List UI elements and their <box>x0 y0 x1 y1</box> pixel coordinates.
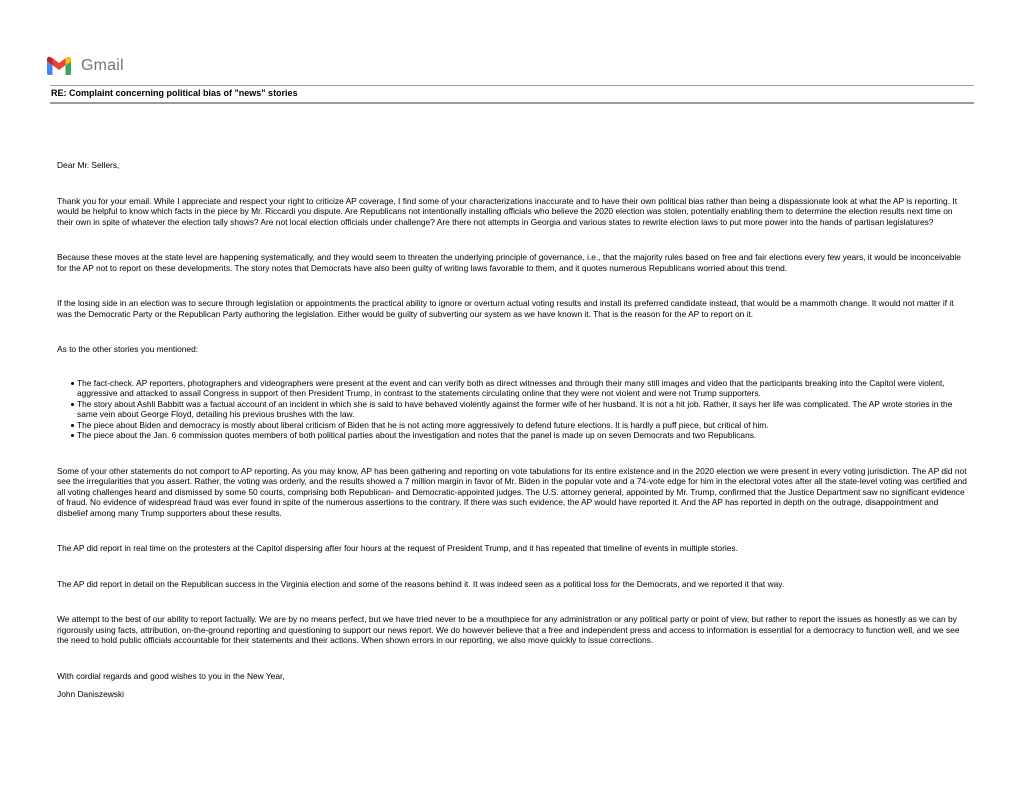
email-paragraph: If the losing side in an election was to secure through legislation or appointments the practical ability to ignore or overturn actual voting results and install its preferred candidate instead, that would be a mammoth change. It would not matter if it was the Democratic Party or the Republican Party authoring the legislation. Either would be guilty of subverting our system as we have known it. That is the reason for the AP to report on it. <box>57 298 954 319</box>
email-closing: With cordial regards and good wishes to you in the New Year, <box>57 670 285 681</box>
list-item: The piece about the Jan. 6 commission quotes members of both political parties about the investigation and notes that the panel is made up on seven Democrats and two Republicans. <box>57 430 969 441</box>
list-item: The story about Ashli Babbitt was a factual account of an incident in which she is said to have behaved violently against the former wife of her husband. It is not a hit job. Rather, it says her life was complicated. The AP wrote stories in the same vein about George Floyd, detailing his previous brushes with the law. <box>57 399 969 420</box>
email-paragraph: Because these moves at the state level are happening systematically, and they would seem to threaten the underlying principle of governance, i.e., that the majority rules based on free and fair elections every few years, it would be inconceivable for the AP not to report on these developments. The story notes that Democrats have also been guilty of writing laws favorable to them, and it quotes numerous Republicans worried about this trend. <box>57 252 961 273</box>
email-body <box>57 160 969 700</box>
email-paragraph: We attempt to the best of our ability to report factually. We are by no means perfect, but we have tried never to be a mouthpiece for any administration or any political party or point of view, but rather to report the issues as honestly as we can by rigorously using facts, attribution, on-the-ground reporting and questioning to support our news report. We do however believe that a free and independent press and access to information is essential for a democracy to function well, and we see the need to hold public officials accountable for their statements and their actions. When shown errors in our reporting, we also move quickly to issue corrections. <box>57 614 960 645</box>
gmail-header <box>47 54 124 78</box>
gmail-logo-icon <box>47 56 71 76</box>
email-paragraph: As to the other stories you mentioned: <box>57 344 199 354</box>
subject-divider <box>50 102 974 104</box>
email-paragraph: The AP did report in detail on the Republican success in the Virginia election and some of the reasons behind it. It was indeed seen as a political loss for the Democrats, and we reported it that way. <box>57 578 785 589</box>
email-greeting: Dear Mr. Sellers, <box>57 160 120 170</box>
header-divider <box>50 85 974 86</box>
email-paragraph: Some of your other statements do not comport to AP reporting. As you may know, AP has been gathering and reporting on vote tabulations for its entire existence and in the 2020 election we were present in every voting jurisdiction. The AP did not see the irregularities that you assert. Rather, the voting was orderly, and the results showed a 7 million margin in favor of Mr. Biden in the popular vote and a 74-vote edge for him in the electoral votes after all the state-level voting was certified and all voting challenges heard and dismissed by some 50 courts, comprising both Republican- and Democratic-appointed judges. The U.S. attorney general, appointed by Mr. Trump, confirmed that the Justice Department saw no significant evidence of fraud. No evidence of widespread fraud was ever found in spite of the numerous assertions to the contrary. If there was such evidence, the AP would have reported it. And the AP has reported in depth on the outrage, disappointment and disbelief among many Trump supporters about these results. <box>57 465 967 518</box>
email-paragraph: The AP did report in real time on the protesters at the Capitol dispersing after four hours at the request of President Trump, and it has repeated that timeline of events in multiple stories. <box>57 543 738 553</box>
email-paragraph: Thank you for your email. While I appreciate and respect your right to criticize AP coverage, I find some of your characterizations inaccurate and to have their own political bias rather than being a dispassionate look at what the AP is reporting. It would be helpful to know which facts in the piece by Mr. Riccardi you dispute. Are Republicans not intentionally installing officials who believe the 2020 election was stolen, potentially enabling them to determine the election results next time on their own in spite of whatever the election tally shows? Are not local election officials under challenge? Are there not attempts in Georgia and various states to rewrite election laws to put more power into the hands of partisan legislatures? <box>57 195 958 227</box>
email-subject: RE: Complaint concerning political bias of "news" stories <box>51 88 298 98</box>
stories-list <box>57 378 969 441</box>
gmail-wordmark: Gmail <box>81 57 124 74</box>
email-signature: John Daniszewski <box>57 689 125 699</box>
list-item: The fact-check. AP reporters, photographers and videographers were present at the event and can verify both as direct witnesses and through their many still images and video that the participants breaking into the Capitol were violent, aggressive and attacked to assail Congress in support of then President Trump, in contrast to the statements circulating online that they were not violent and were not Trump supporters. <box>57 378 969 399</box>
list-item: The piece about Biden and democracy is mostly about liberal criticism of Biden that he is not acting more aggressively to defend future elections. It is hardly a puff piece, but critical of him. <box>57 420 969 431</box>
